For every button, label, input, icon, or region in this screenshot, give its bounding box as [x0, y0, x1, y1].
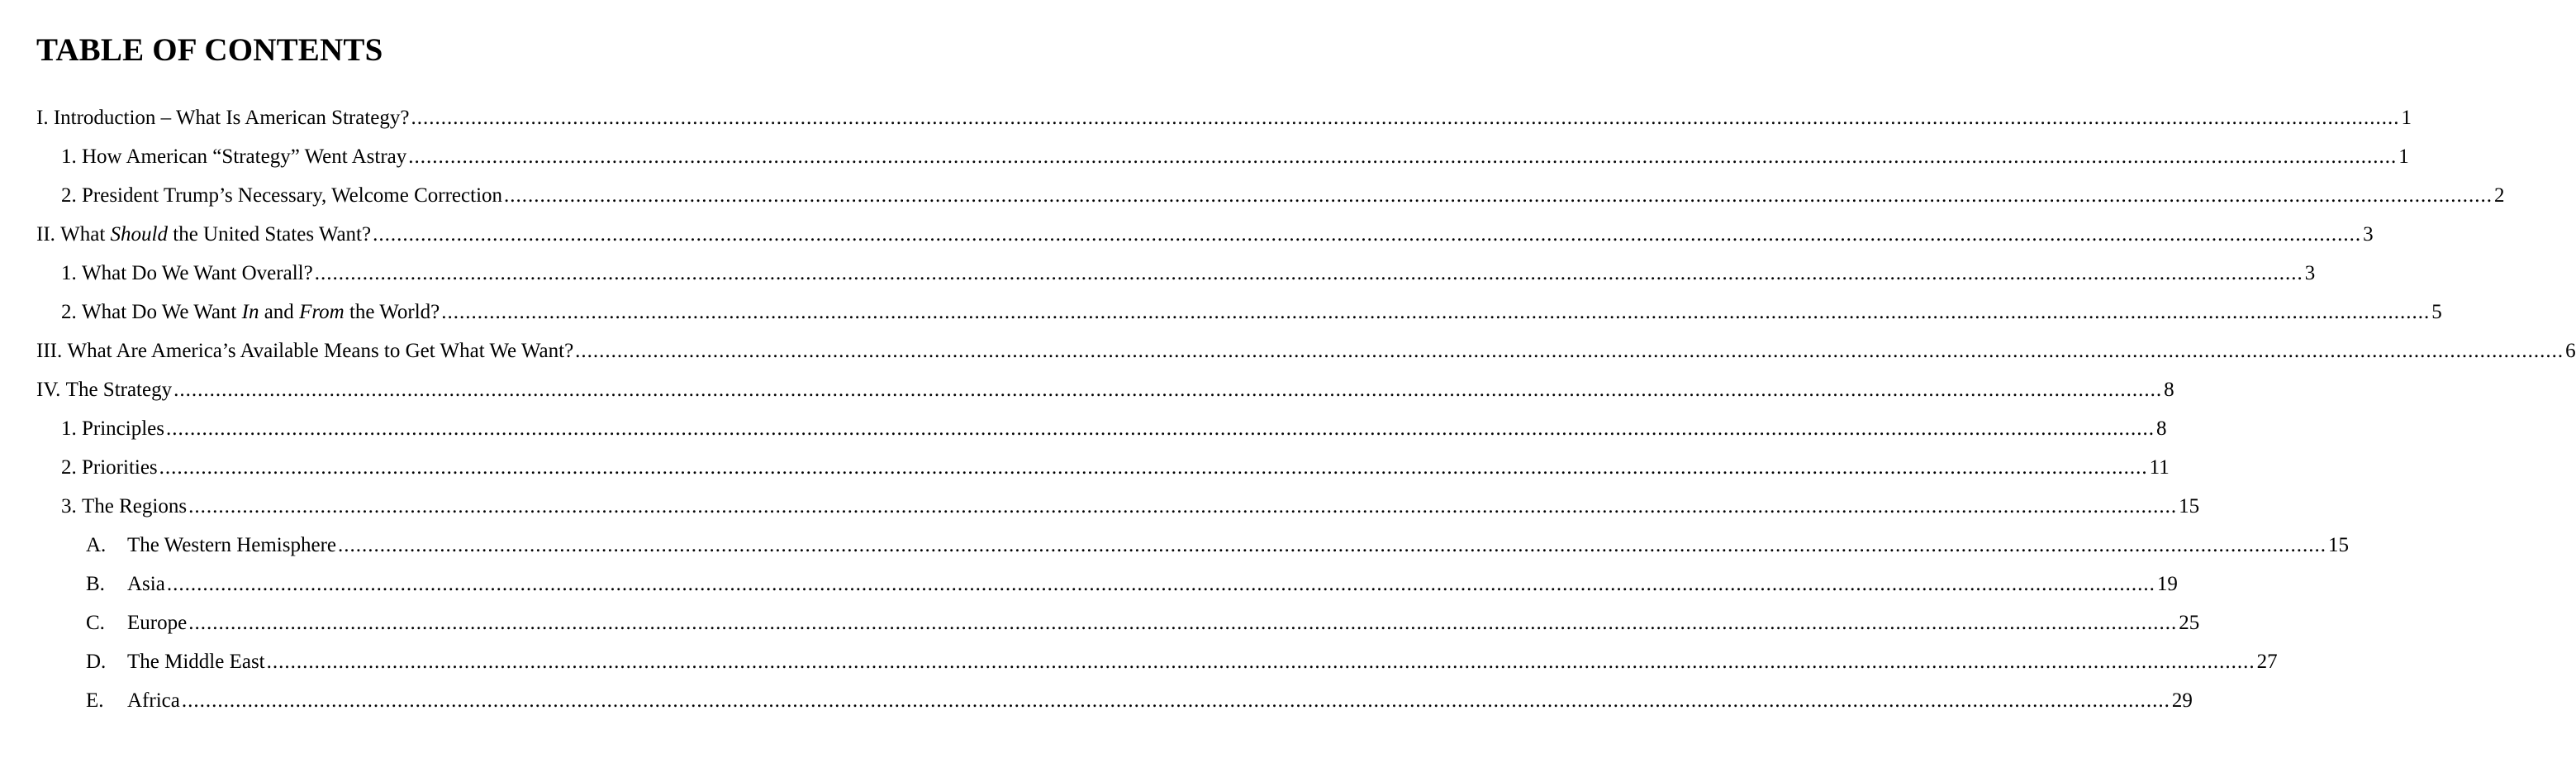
toc-entry-label: Africa — [127, 689, 180, 712]
toc-entry-label: Introduction – What Is American Strategy? — [53, 107, 410, 129]
toc-page-number: 11 — [2149, 456, 2170, 479]
toc-entry-number: 2. — [61, 456, 77, 479]
toc-entry-number: D. — [86, 651, 107, 673]
toc-entry-number: II. — [36, 223, 55, 246]
toc-page-number: 19 — [2156, 573, 2178, 595]
toc-entry-priorities[interactable] — [0, 455, 2170, 480]
toc-page-number: 1 — [2401, 107, 2412, 129]
toc-entry-trump-correction[interactable] — [0, 184, 2505, 208]
toc-entry-number: A. — [86, 534, 107, 556]
toc-page-number: 5 — [2431, 301, 2442, 323]
toc-entry-label: What Are America’s Available Means to Get What We Want? — [67, 340, 574, 362]
toc-dot-leader — [159, 455, 2148, 480]
toc-dot-leader — [315, 261, 2303, 286]
toc-entry-the-regions[interactable] — [0, 494, 2200, 519]
page-title: TABLE OF CONTENTS — [36, 32, 383, 68]
toc-entry-label: What Do We Want Overall? — [82, 262, 313, 284]
toc-entry-strategy-astray[interactable] — [0, 145, 2409, 169]
toc-dot-leader — [267, 650, 2255, 675]
toc-entry-label: The Strategy — [65, 379, 173, 401]
toc-entry-what-should-us-want[interactable] — [0, 222, 2374, 247]
toc-entry-label: Priorities — [82, 456, 158, 479]
toc-entry-number: B. — [86, 573, 105, 595]
toc-entry-number: III. — [36, 340, 63, 362]
toc-entry-label: Europe — [127, 612, 188, 634]
toc-page-number: 15 — [2328, 534, 2349, 556]
toc-entry-principles[interactable] — [0, 417, 2167, 441]
toc-dot-leader — [338, 533, 2326, 558]
toc-dot-leader — [411, 106, 2400, 131]
toc-dot-leader — [504, 184, 2493, 208]
toc-page-number: 27 — [2256, 651, 2278, 673]
toc-entry-want-in-from-world[interactable] — [0, 300, 2442, 325]
toc-entry-label: Principles — [82, 417, 164, 440]
toc-page-number: 15 — [2179, 495, 2200, 517]
toc-entry-the-strategy[interactable] — [0, 378, 2174, 403]
toc-page-number: 29 — [2171, 689, 2193, 712]
toc-page-number: 3 — [2304, 262, 2316, 284]
toc-entry-number: 1. — [61, 145, 77, 168]
toc-entry-number: 3. — [61, 495, 77, 517]
toc-dot-leader — [167, 572, 2155, 597]
toc-entry-want-overall[interactable] — [0, 261, 2316, 286]
toc-page-number: 6 — [2565, 340, 2576, 362]
toc-entry-number: E. — [86, 689, 104, 712]
toc-dot-leader — [173, 378, 2162, 403]
toc-page-number: 8 — [2164, 379, 2174, 401]
toc-entry-europe[interactable] — [0, 611, 2200, 636]
toc-page-number: 1 — [2398, 145, 2409, 168]
toc-entry-introduction[interactable] — [0, 106, 2412, 131]
toc-entry-label: The Middle East — [127, 651, 265, 673]
toc-page-number: 2 — [2494, 184, 2505, 207]
toc-entry-label: The Regions — [82, 495, 188, 517]
toc-dot-leader — [188, 611, 2177, 636]
toc-entry-asia[interactable] — [0, 572, 2178, 597]
toc-dot-leader — [188, 494, 2177, 519]
toc-entry-africa[interactable] — [0, 689, 2193, 713]
toc-entry-number: C. — [86, 612, 105, 634]
toc-entry-number: 2. — [61, 184, 77, 207]
toc-page-number: 3 — [2363, 223, 2374, 246]
toc-entry-label: How American “Strategy” Went Astray — [82, 145, 407, 168]
toc-entry-number: I. — [36, 107, 49, 129]
toc-entry-label: The Western Hemisphere — [127, 534, 336, 556]
toc-entry-label: President Trump’s Necessary, Welcome Correction — [82, 184, 503, 207]
toc-entry-western-hemisphere[interactable] — [0, 533, 2349, 558]
toc-dot-leader — [575, 339, 2564, 364]
toc-dot-leader — [182, 689, 2170, 713]
toc-page-number: 25 — [2179, 612, 2200, 634]
toc-entry-label: What Do We Want In and From the World? — [82, 301, 440, 323]
toc-dot-leader — [441, 300, 2430, 325]
toc-entry-number: IV. — [36, 379, 61, 401]
toc-entry-number: 1. — [61, 417, 77, 440]
toc-entry-label: What Should the United States Want? — [60, 223, 372, 246]
toc-entry-number: 1. — [61, 262, 77, 284]
toc-page-number: 8 — [2156, 417, 2167, 440]
toc-dot-leader — [373, 222, 2361, 247]
toc-dot-leader — [166, 417, 2155, 441]
toc-entry-number: 2. — [61, 301, 77, 323]
toc-entry-label: Asia — [127, 573, 165, 595]
toc-entry-available-means[interactable] — [0, 339, 2576, 364]
toc-entry-middle-east[interactable] — [0, 650, 2278, 675]
toc-dot-leader — [408, 145, 2397, 169]
